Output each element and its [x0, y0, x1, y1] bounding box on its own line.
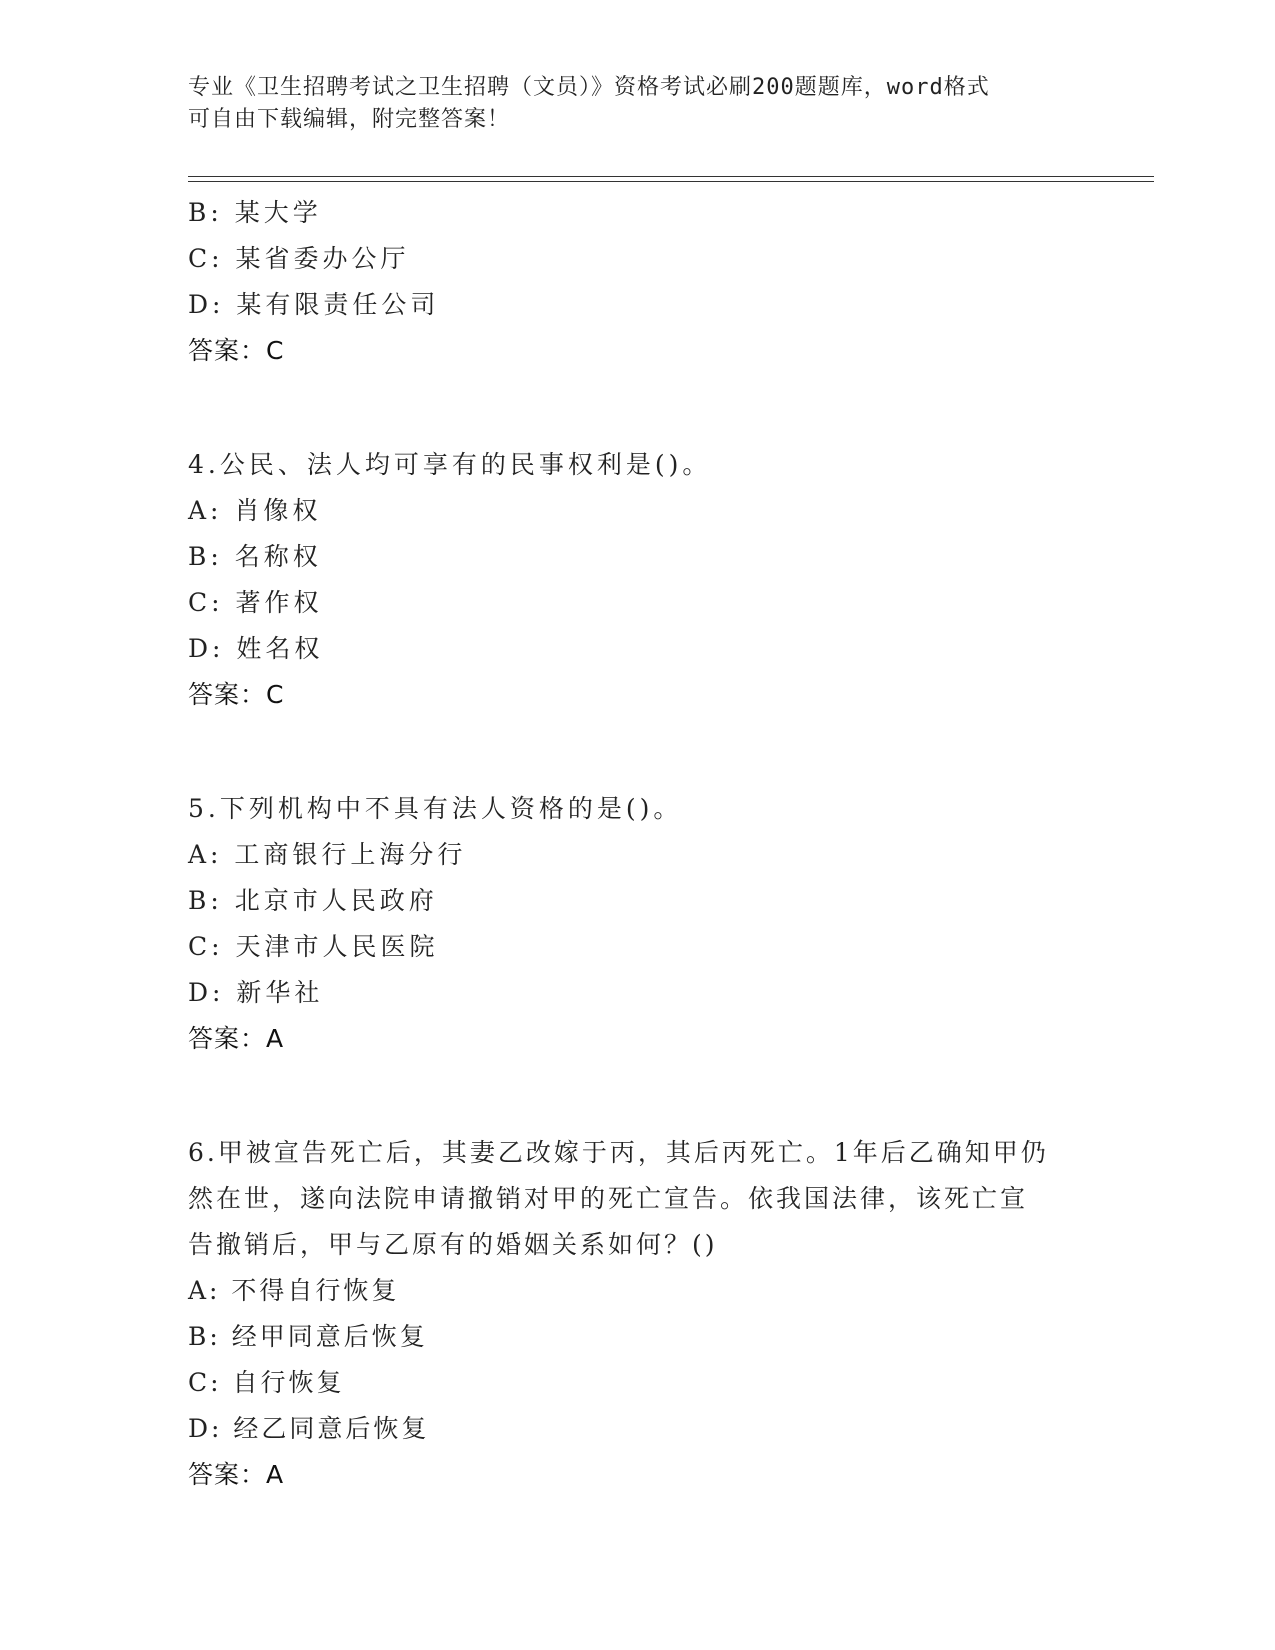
document-body: [188, 190, 1088, 1498]
option-c: C: 天津市人民医院: [188, 932, 439, 961]
option-d: D: 经乙同意后恢复: [188, 1414, 430, 1443]
answer-line: 答案：C: [188, 680, 285, 709]
header-divider-top: [188, 176, 1154, 177]
option-b: B: 经甲同意后恢复: [188, 1322, 428, 1351]
option-d: D: 某有限责任公司: [188, 290, 440, 319]
question-block-4: [188, 442, 1088, 718]
document-header: [188, 72, 1088, 136]
option-c: C: 自行恢复: [188, 1368, 345, 1397]
option-d: D: 姓名权: [188, 634, 324, 663]
question-text: 5.下列机构中不具有法人资格的是()。: [188, 794, 683, 823]
option-a: A: 肖像权: [188, 496, 322, 525]
question-text: 4.公民、法人均可享有的民事权利是()。: [188, 450, 712, 479]
header-divider-bottom: [188, 181, 1154, 182]
question-block-6: [188, 1130, 1088, 1498]
option-c: C: 著作权: [188, 588, 323, 617]
header-line-1: 专业《卫生招聘考试之卫生招聘（文员）》资格考试必刷200题题库，word格式: [188, 75, 990, 100]
question-block-5: [188, 786, 1088, 1062]
option-d: D: 新华社: [188, 978, 324, 1007]
answer-line: 答案：C: [188, 336, 285, 365]
option-b: B: 名称权: [188, 542, 322, 571]
option-b: B: 某大学: [188, 198, 322, 227]
header-line-2: 可自由下载编辑，附完整答案！: [188, 107, 511, 132]
answer-line: 答案：A: [188, 1460, 285, 1489]
question-block-3: [188, 190, 1088, 374]
answer-line: 答案：A: [188, 1024, 285, 1053]
option-b: B: 北京市人民政府: [188, 886, 438, 915]
question-text-line-3: 告撤销后，甲与乙原有的婚姻关系如何？(): [188, 1230, 718, 1259]
question-text-line-2: 然在世，遂向法院申请撤销对甲的死亡宣告。依我国法律，该死亡宣: [188, 1184, 1029, 1213]
option-a: A: 工商银行上海分行: [188, 840, 467, 869]
option-a: A: 不得自行恢复: [188, 1276, 400, 1305]
question-text-line-1: 6.甲被宣告死亡后，其妻乙改嫁于丙，其后丙死亡。1年后乙确知甲仍: [188, 1138, 1049, 1167]
option-c: C: 某省委办公厅: [188, 244, 410, 273]
